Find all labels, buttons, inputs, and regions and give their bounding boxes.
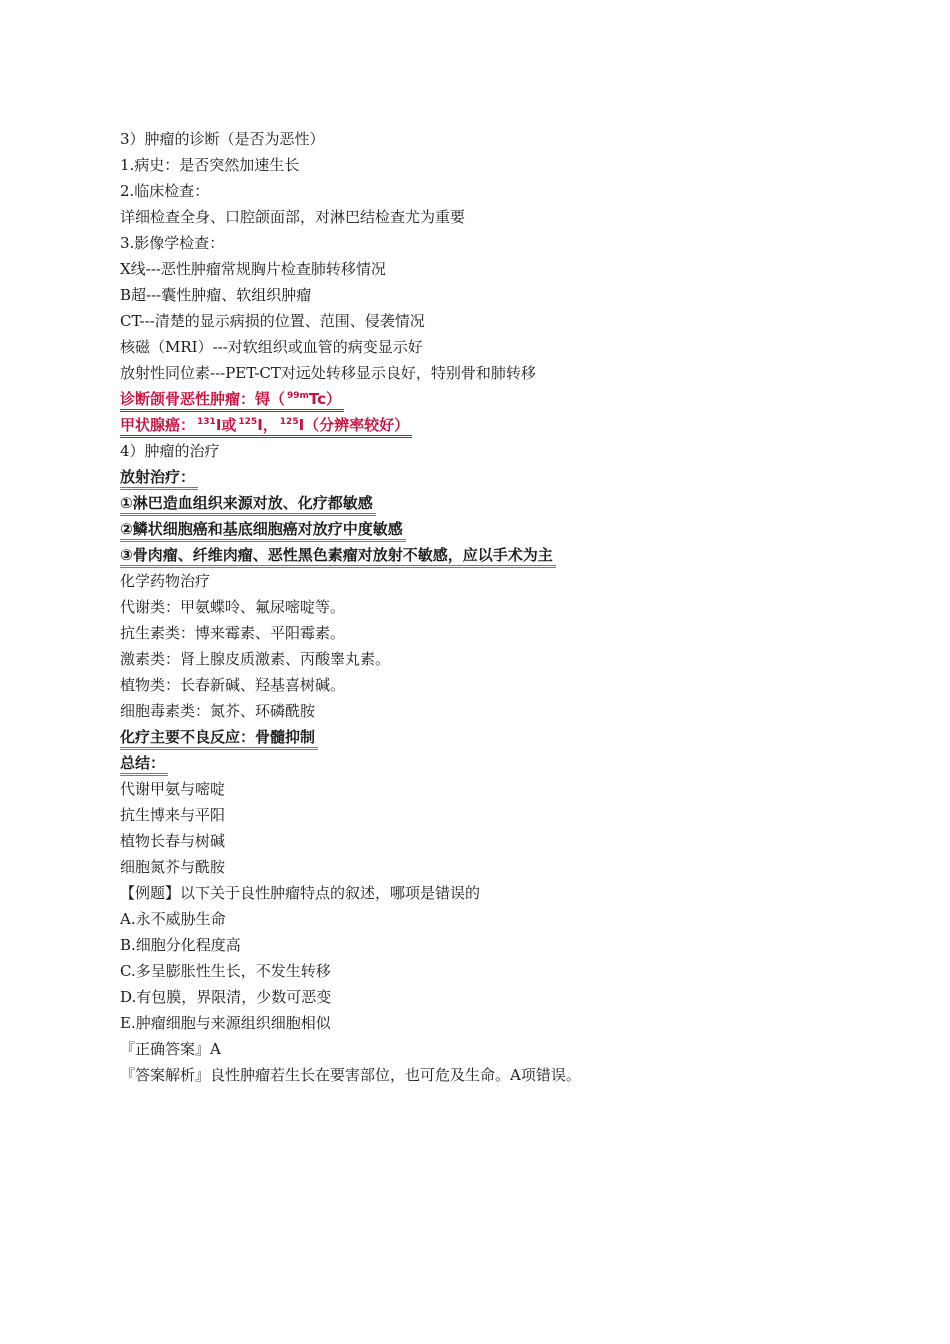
text-line: 1.病史：是否突然加速生长	[120, 156, 300, 174]
text-line: B超---囊性肿瘤、软组织肿瘤	[120, 286, 312, 304]
text-line: 2.临床检查：	[120, 182, 210, 200]
text-line: 植物类：长春新碱、羟基喜树碱。	[120, 676, 346, 694]
document-page	[120, 126, 840, 1088]
superscript: 99m	[287, 391, 309, 401]
highlight-text: 诊断颌骨恶性肿瘤：锝（	[120, 390, 286, 408]
underlined-text: 总结：	[120, 753, 168, 776]
superscript: 125	[279, 417, 299, 427]
text-line: 抗生博来与平阳	[120, 806, 226, 824]
highlight-text: 甲状腺癌：	[120, 416, 196, 434]
text-line: 细胞氮芥与酰胺	[120, 858, 226, 876]
highlight-thyroid-cancer	[120, 412, 840, 438]
underlined-text: 放射治疗：	[120, 467, 198, 490]
emphasis-line	[120, 542, 840, 568]
highlight-text: I（分辨率较好）	[298, 416, 410, 434]
example-question: 【例题】以下关于良性肿瘤特点的叙述，哪项是错误的	[120, 884, 481, 902]
answer-option: B.细胞分化程度高	[120, 936, 241, 954]
superscript: 125	[238, 417, 258, 427]
highlight-jaw-tumor-diagnosis	[120, 386, 840, 412]
text-line: 激素类：肾上腺皮质激素、丙酸睾丸素。	[120, 650, 391, 668]
underlined-text: ①淋巴造血组织来源对放、化疗都敏感	[120, 493, 376, 516]
text-line: 植物长春与树碱	[120, 832, 226, 850]
text-line: CT---清楚的显示病损的位置、范围、侵袭情况	[120, 312, 425, 330]
highlight-underline	[120, 415, 412, 438]
section-heading-treatment: 4）肿瘤的治疗	[120, 442, 220, 460]
text-line: 放射性同位素---PET-CT对远处转移显示良好，特别骨和肺转移	[120, 364, 536, 382]
highlight-underline	[120, 389, 344, 412]
text-line: 核磁（MRI）---对软组织或血管的病变显示好	[120, 338, 423, 356]
text-line: 代谢甲氨与嘧啶	[120, 780, 226, 798]
emphasis-line	[120, 490, 840, 516]
emphasis-line	[120, 724, 840, 750]
section-heading-diagnosis: 3）肿瘤的诊断（是否为恶性）	[120, 130, 325, 148]
text-line: 代谢类：甲氨蝶呤、氟尿嘧啶等。	[120, 598, 346, 616]
answer-option: C.多呈膨胀性生长，不发生转移	[120, 962, 331, 980]
highlight-text: Tc）	[308, 390, 342, 408]
text-line: 化学药物治疗	[120, 572, 211, 590]
emphasis-line	[120, 516, 840, 542]
text-line: 3.影像学检查：	[120, 234, 225, 252]
text-line: X线---恶性肿瘤常规胸片检查肺转移情况	[120, 260, 386, 278]
superscript: 131	[197, 417, 216, 427]
text-line: 抗生素类：博来霉素、平阳霉素。	[120, 624, 346, 642]
answer-explanation: 『答案解析』良性肿瘤若生长在要害部位，也可危及生命。A项错误。	[120, 1066, 581, 1084]
highlight-text: I，	[257, 416, 278, 434]
underlined-text: ②鳞状细胞癌和基底细胞癌对放疗中度敏感	[120, 519, 406, 542]
highlight-text: I或	[215, 416, 237, 434]
underlined-text: ③骨肉瘤、纤维肉瘤、恶性黑色素瘤对放射不敏感，应以手术为主	[120, 545, 556, 568]
emphasis-line	[120, 750, 840, 776]
underlined-text: 化疗主要不良反应：骨髓抑制	[120, 727, 318, 750]
answer-option: A.永不威胁生命	[120, 910, 226, 928]
answer-option: E.肿瘤细胞与来源组织细胞相似	[120, 1014, 331, 1032]
emphasis-line	[120, 464, 840, 490]
correct-answer: 『正确答案』A	[120, 1040, 221, 1058]
text-line: 详细检查全身、口腔颌面部，对淋巴结检查尤为重要	[120, 208, 466, 226]
text-line: 细胞毒素类：氮芥、环磷酰胺	[120, 702, 316, 720]
answer-option: D.有包膜，界限清，少数可恶变	[120, 988, 332, 1006]
